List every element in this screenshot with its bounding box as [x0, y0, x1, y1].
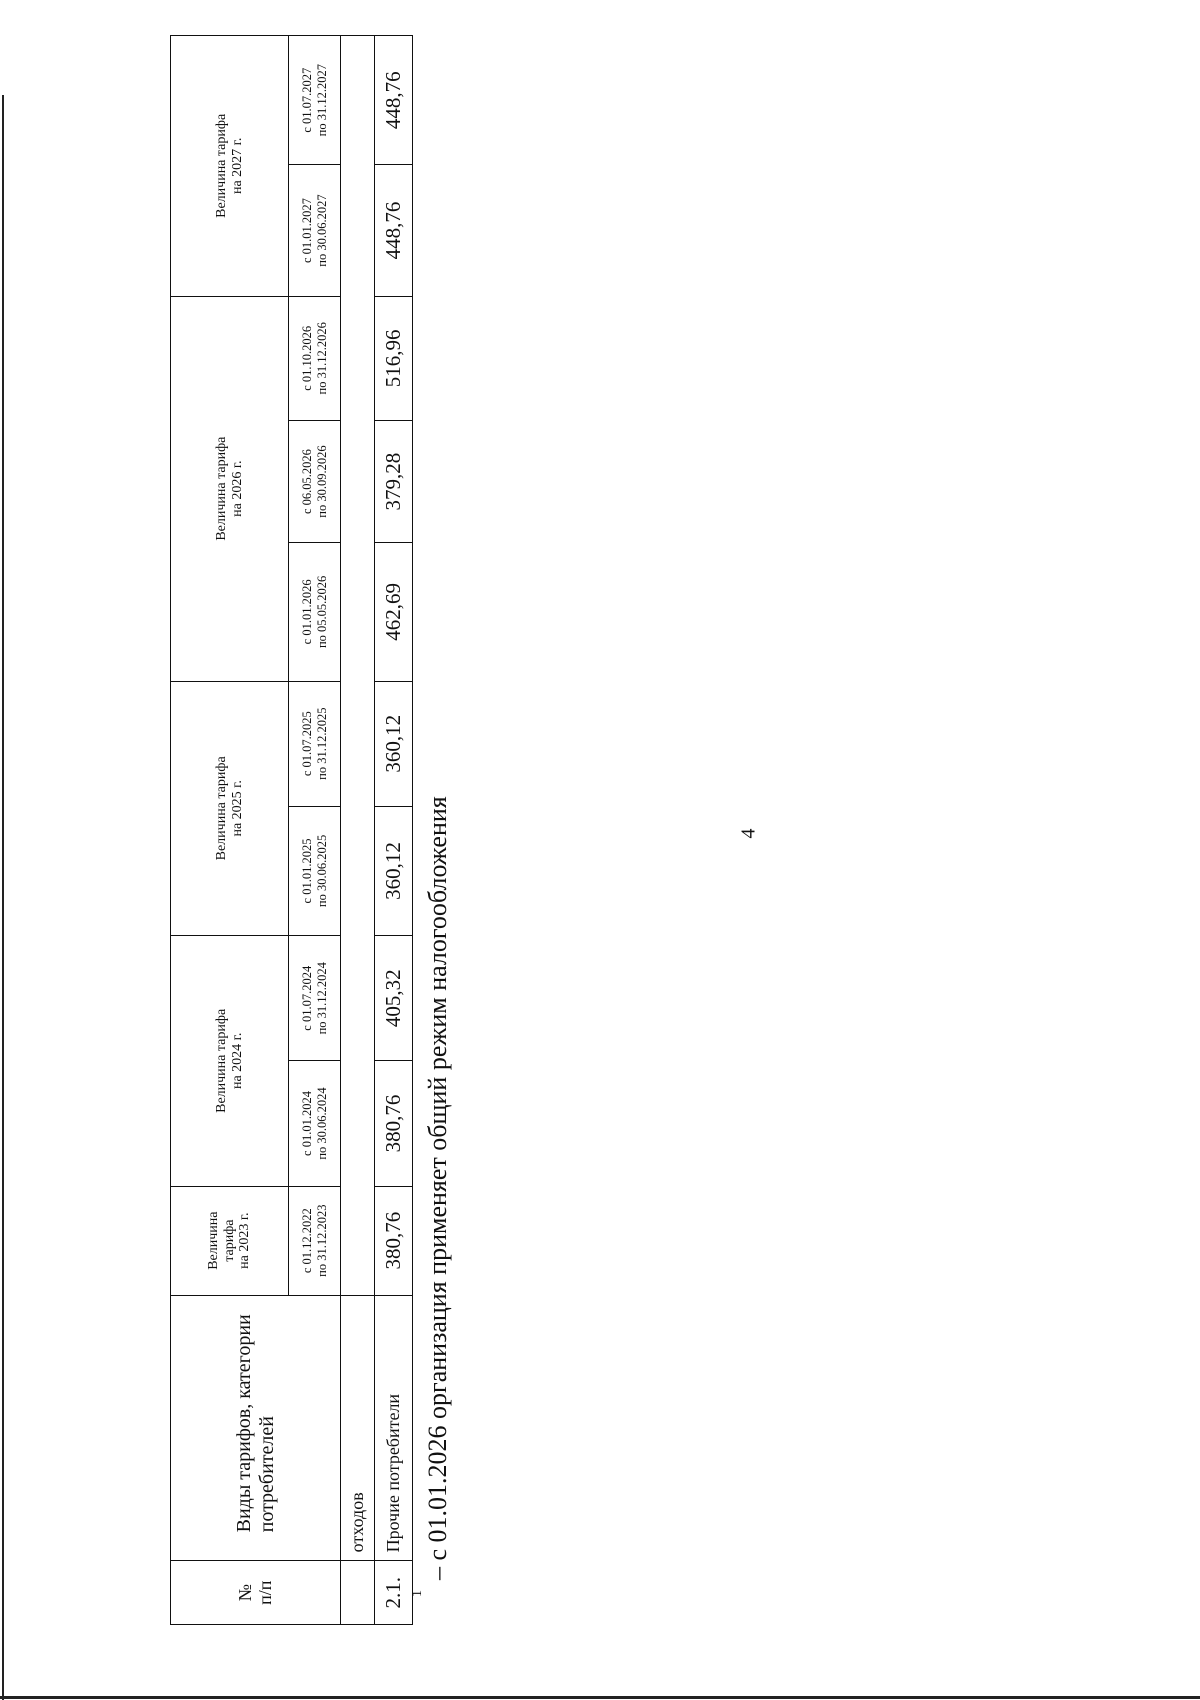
period-header: с 01.01.2027 по 30.06.2027: [289, 165, 341, 296]
period-header: с 01.01.2025 по 30.06.2025: [289, 806, 341, 935]
period-header: с 01.10.2026 по 31.12.2026: [289, 296, 341, 420]
section-num-cell: [341, 1561, 375, 1625]
value-cell: 516,96: [375, 296, 413, 420]
period-header: с 01.01.2026 по 05.05.2026: [289, 543, 341, 681]
value-cell: 448,76: [375, 36, 413, 165]
group-header-2025: Величина тарифа на 2025 г.: [171, 681, 289, 936]
value-cell: 360,12: [375, 681, 413, 806]
value-cell: 462,69: [375, 543, 413, 681]
value-cell: 379,28: [375, 420, 413, 542]
section-row: [341, 36, 375, 1625]
row-num-cell: 2.1.: [375, 1561, 413, 1625]
footnote-mark: 1: [410, 1590, 425, 1597]
period-header: с 01.12.2022 по 31.12.2023: [289, 1186, 341, 1295]
tariff-table: [170, 35, 413, 1625]
value-cell: 380,76: [375, 1061, 413, 1186]
period-header: с 01.07.2024 по 31.12.2024: [289, 936, 341, 1061]
rotated-page-content: [170, 25, 470, 1625]
period-header: с 01.07.2027 по 31.12.2027: [289, 36, 341, 165]
value-cell: 448,76: [375, 165, 413, 296]
page-edge-bottom: [0, 1696, 1200, 1699]
value-cell: 360,12: [375, 806, 413, 935]
page-edge-left: [2, 95, 4, 1700]
value-cell: 405,32: [375, 936, 413, 1061]
type-column-header: Виды тарифов, категории потребителей: [171, 1295, 341, 1561]
row-label-cell: Прочие потребители: [375, 1295, 413, 1561]
group-header-2023: Величина тарифа на 2023 г.: [171, 1186, 289, 1295]
table-row: [375, 36, 413, 1625]
footnote-text: – с 01.01.2026 организация применяет общий режим налогообложения: [423, 796, 452, 1580]
value-cell: 380,76: [375, 1186, 413, 1295]
section-label-cell: отходов: [341, 1295, 375, 1561]
period-header: с 01.07.2025 по 31.12.2025: [289, 681, 341, 806]
page-number: 4: [737, 828, 760, 839]
num-column-header: № п/п: [171, 1561, 341, 1625]
section-empty-cell: [341, 36, 375, 1296]
period-header: с 06.05.2026 по 30.09.2026: [289, 420, 341, 542]
table-header-row: [171, 36, 289, 1625]
group-header-2026: Величина тарифа на 2026 г.: [171, 296, 289, 681]
group-header-2027: Величина тарифа на 2027 г.: [171, 36, 289, 297]
period-header: с 01.01.2024 по 30.06.2024: [289, 1061, 341, 1186]
group-header-2024: Величина тарифа на 2024 г.: [171, 936, 289, 1187]
